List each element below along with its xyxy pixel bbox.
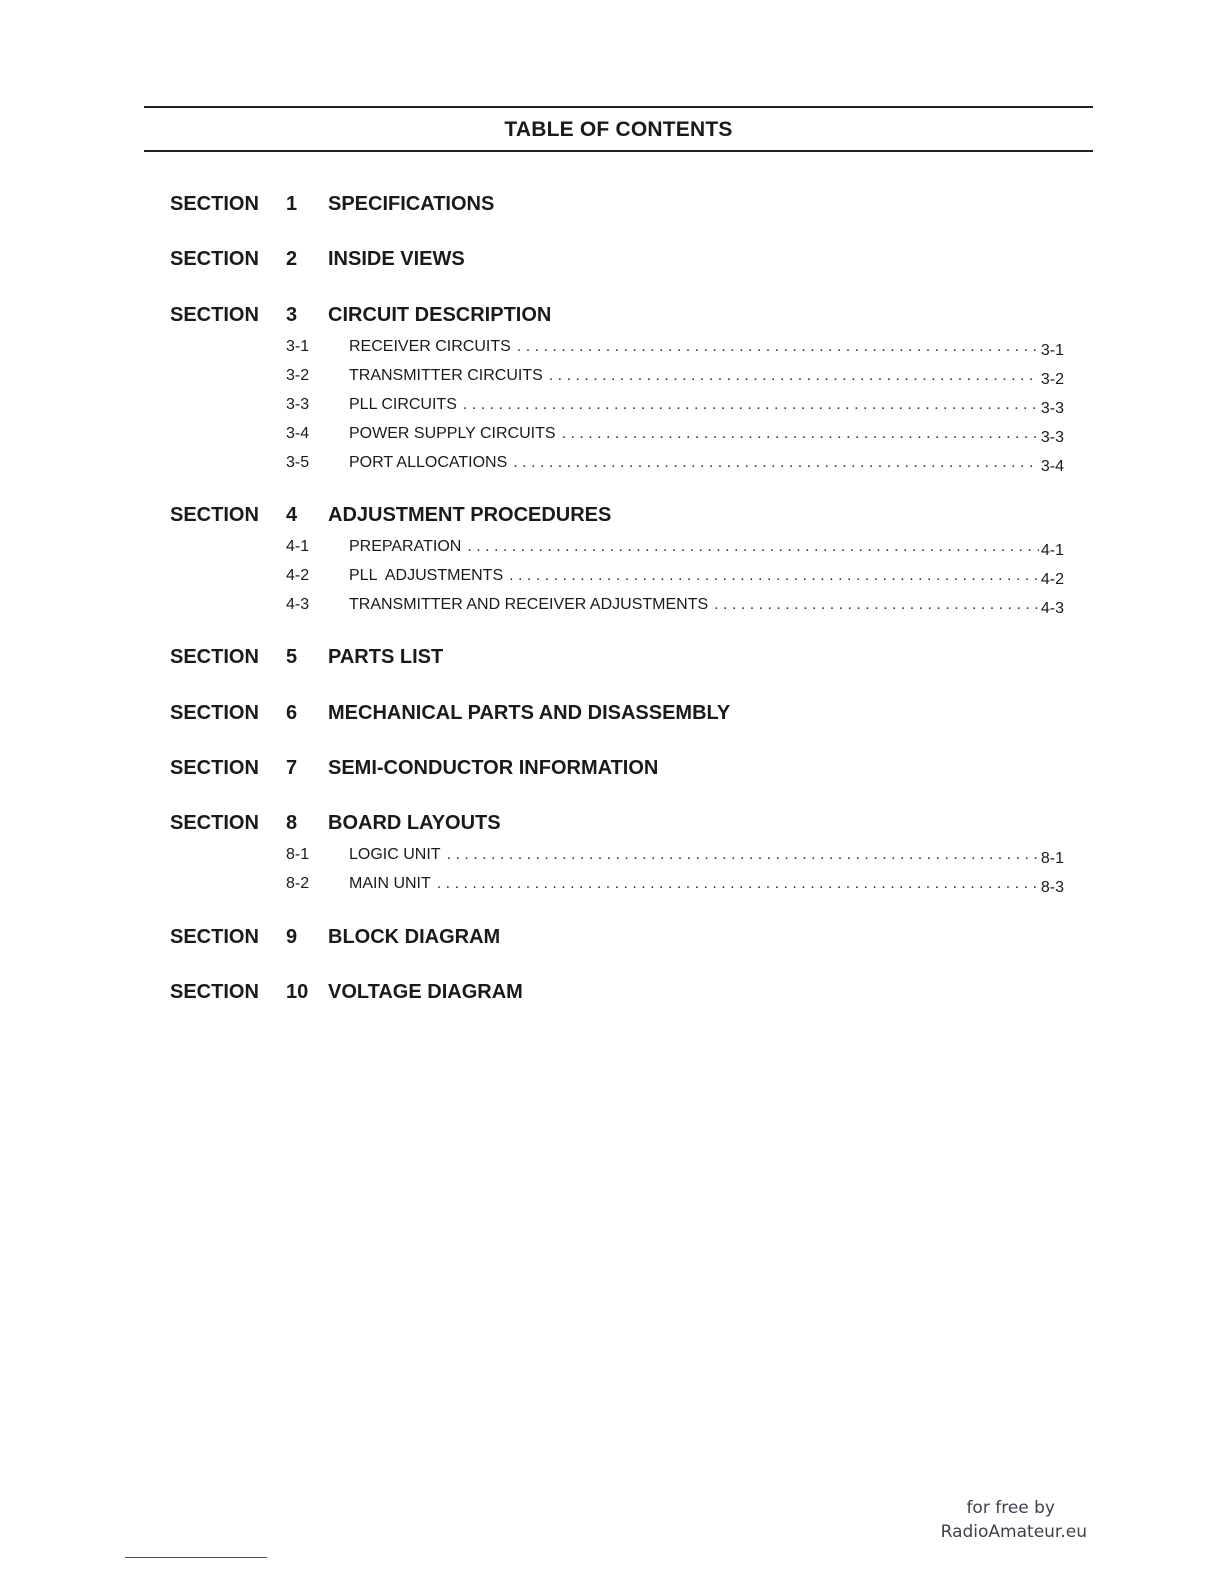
- section-number: 10: [286, 981, 309, 1003]
- entry-title: POWER SUPPLY CIRCUITS: [349, 425, 556, 442]
- entry-title: RECEIVER CIRCUITS: [349, 338, 511, 355]
- bottom-link-underline: [125, 1557, 267, 1558]
- footer-site-link[interactable]: RadioAmateur.eu: [940, 1522, 1087, 1542]
- entry-number: 8-1: [286, 846, 310, 863]
- entry-page: 4-3: [1040, 600, 1064, 617]
- entry-number: 4-3: [286, 596, 310, 613]
- section-label: SECTION: [170, 504, 259, 526]
- entry-title: PLL CIRCUITS: [349, 396, 457, 413]
- section-title: SPECIFICATIONS: [328, 193, 495, 215]
- section-number: 1: [286, 193, 298, 215]
- section-label: SECTION: [170, 702, 259, 724]
- dot-leader: [437, 875, 1039, 893]
- dot-leader: [549, 367, 1039, 385]
- entry-number: 4-1: [286, 538, 310, 555]
- dot-leader: [463, 396, 1039, 414]
- entry-page: 3-2: [1040, 371, 1064, 388]
- section-title: MECHANICAL PARTS AND DISASSEMBLY: [328, 702, 731, 724]
- section-title: BOARD LAYOUTS: [328, 812, 501, 834]
- entry-title: PREPARATION: [349, 538, 462, 555]
- entry-number: 8-2: [286, 875, 310, 892]
- entry-number: 3-1: [286, 338, 310, 355]
- section-label: SECTION: [170, 981, 259, 1003]
- section-title: CIRCUIT DESCRIPTION: [328, 304, 552, 326]
- section-label: SECTION: [170, 926, 259, 948]
- header-rule-bottom: [144, 150, 1093, 152]
- section-title: SEMI-CONDUCTOR INFORMATION: [328, 757, 659, 779]
- section-title: ADJUSTMENT PROCEDURES: [328, 504, 612, 526]
- dot-leader: [513, 454, 1039, 472]
- section-label: SECTION: [170, 248, 259, 270]
- entry-number: 3-4: [286, 425, 310, 442]
- dot-leader: [562, 425, 1039, 443]
- section-number: 4: [286, 504, 298, 526]
- entry-title: PORT ALLOCATIONS: [349, 454, 508, 471]
- footer-credit-line: for free by: [966, 1498, 1055, 1518]
- header-rule-top: [144, 106, 1093, 108]
- dot-leader: [447, 846, 1039, 864]
- entry-title: PLL ADJUSTMENTS: [349, 567, 504, 584]
- section-label: SECTION: [170, 646, 259, 668]
- dot-leader: [509, 567, 1039, 585]
- toc-entry-3-4[interactable]: [286, 425, 1064, 447]
- section-label: SECTION: [170, 812, 259, 834]
- entry-number: 3-2: [286, 367, 310, 384]
- toc-entry-8-1[interactable]: [286, 846, 1064, 868]
- toc-entry-8-2[interactable]: [286, 875, 1064, 897]
- entry-number: 3-5: [286, 454, 310, 471]
- entry-title: TRANSMITTER CIRCUITS: [349, 367, 543, 384]
- section-number: 5: [286, 646, 298, 668]
- section-title: PARTS LIST: [328, 646, 444, 668]
- entry-title: TRANSMITTER AND RECEIVER ADJUSTMENTS: [349, 596, 709, 613]
- entry-number: 4-2: [286, 567, 310, 584]
- section-label: SECTION: [170, 757, 259, 779]
- section-number: 6: [286, 702, 298, 724]
- entry-number: 3-3: [286, 396, 310, 413]
- entry-title: LOGIC UNIT: [349, 846, 441, 863]
- section-title: BLOCK DIAGRAM: [328, 926, 501, 948]
- entry-page: 8-3: [1040, 879, 1064, 896]
- page-title: TABLE OF CONTENTS: [504, 118, 733, 141]
- toc-entry-4-3[interactable]: [286, 596, 1064, 618]
- toc-entry-3-5[interactable]: [286, 454, 1064, 476]
- section-number: 2: [286, 248, 298, 270]
- entry-page: 3-4: [1040, 458, 1064, 475]
- section-number: 8: [286, 812, 298, 834]
- toc-entry-3-3[interactable]: [286, 396, 1064, 418]
- toc-entry-4-2[interactable]: [286, 567, 1064, 589]
- section-title: INSIDE VIEWS: [328, 248, 465, 270]
- entry-page: 8-1: [1040, 850, 1064, 867]
- entry-page: 4-1: [1040, 542, 1064, 559]
- section-number: 3: [286, 304, 298, 326]
- section-title: VOLTAGE DIAGRAM: [328, 981, 523, 1003]
- entry-page: 3-1: [1040, 342, 1064, 359]
- entry-page: 3-3: [1040, 429, 1064, 446]
- toc-entry-3-2[interactable]: [286, 367, 1064, 389]
- section-number: 9: [286, 926, 298, 948]
- dot-leader: [714, 596, 1039, 614]
- entry-page: 4-2: [1040, 571, 1064, 588]
- section-label: SECTION: [170, 193, 259, 215]
- section-number: 7: [286, 757, 298, 779]
- toc-entry-4-1[interactable]: [286, 538, 1064, 560]
- section-label: SECTION: [170, 304, 259, 326]
- dot-leader: [517, 338, 1039, 356]
- dot-leader: [467, 538, 1039, 556]
- toc-entry-3-1[interactable]: [286, 338, 1064, 360]
- entry-title: MAIN UNIT: [349, 875, 431, 892]
- entry-page: 3-3: [1040, 400, 1064, 417]
